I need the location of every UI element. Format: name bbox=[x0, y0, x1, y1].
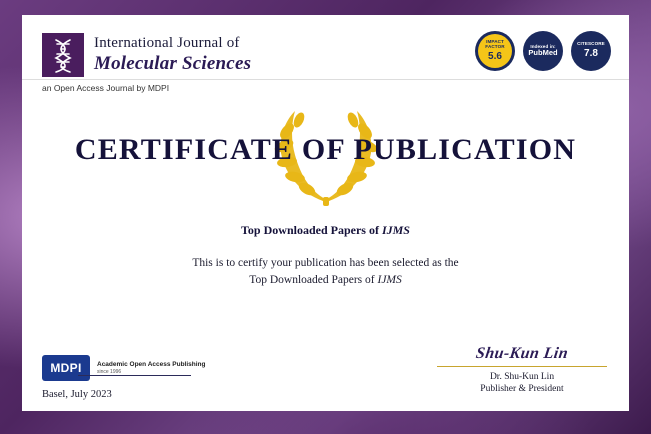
publisher-tagline-block bbox=[97, 361, 206, 375]
journal-title-line1: International Journal of bbox=[94, 34, 240, 51]
publisher-tagline: Academic Open Access Publishing bbox=[97, 361, 206, 369]
certificate-body-line-2 bbox=[22, 274, 629, 286]
impact-factor-badge bbox=[475, 31, 515, 71]
certificate-subtitle bbox=[22, 223, 629, 238]
signer-name: Dr. Shu-Kun Lin bbox=[489, 372, 555, 382]
open-access-note: an Open Access Journal by MDPI bbox=[42, 83, 170, 93]
journal-logo-block bbox=[42, 33, 251, 77]
dna-helix-icon bbox=[42, 33, 84, 77]
certificate-header bbox=[22, 15, 629, 95]
subtitle-journal-abbrev: IJMS bbox=[381, 223, 410, 237]
impact-factor-inner bbox=[478, 34, 512, 68]
journal-title-line2: Molecular Sciences bbox=[94, 53, 252, 75]
mdpi-logo: MDPI bbox=[42, 355, 90, 381]
certificate-card bbox=[22, 15, 629, 411]
metric-badges bbox=[475, 31, 611, 71]
journal-title-block bbox=[94, 35, 251, 75]
signature-rule bbox=[437, 366, 607, 367]
handwritten-signature: Shu-Kun Lin bbox=[474, 345, 570, 362]
certificate-body-line-1: This is to certify your publication has been selected as the bbox=[192, 257, 459, 269]
place-and-date: Basel, July 2023 bbox=[42, 389, 112, 400]
body-line-2-journal-abbrev: IJMS bbox=[377, 274, 402, 286]
citescore-badge bbox=[571, 31, 611, 71]
signature-block bbox=[437, 345, 607, 394]
citescore-label: CITESCORE bbox=[577, 41, 605, 47]
publisher-since: since 1996 bbox=[97, 368, 122, 375]
pubmed-badge bbox=[523, 31, 563, 71]
pubmed-value: PubMed bbox=[528, 48, 558, 58]
signer-role: Publisher & President bbox=[480, 384, 564, 394]
header-divider bbox=[22, 79, 629, 80]
impact-factor-label-2: FACTOR bbox=[485, 43, 505, 49]
publisher-logo-block bbox=[42, 355, 206, 381]
impact-factor-value: 5.6 bbox=[488, 50, 502, 62]
page-title: CERTIFICATE OF PUBLICATION bbox=[74, 133, 577, 166]
pubmed-label: Indexed in: bbox=[530, 43, 556, 49]
impact-factor-label-1: IMPACT bbox=[486, 38, 504, 44]
subtitle-prefix: Top Downloaded Papers of bbox=[241, 223, 382, 237]
publisher-logo-underline bbox=[78, 375, 191, 376]
body-line-2-prefix: Top Downloaded Papers of bbox=[249, 274, 378, 286]
citescore-value: 7.8 bbox=[584, 48, 598, 60]
